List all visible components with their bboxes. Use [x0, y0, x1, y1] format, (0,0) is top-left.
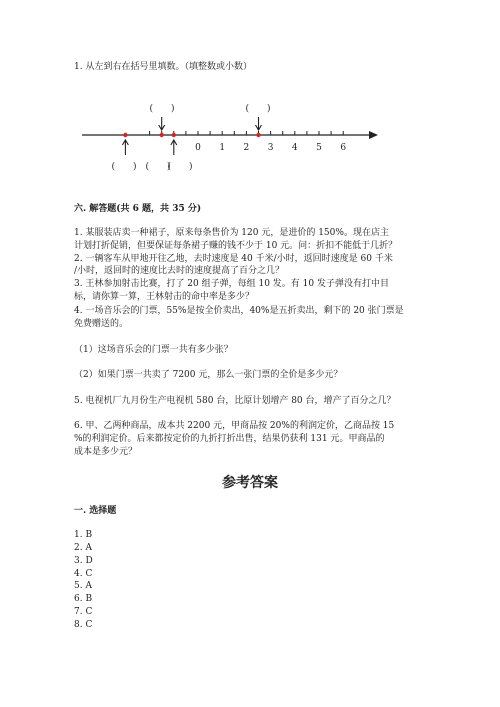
answer-item: 1. B	[74, 530, 93, 540]
tick-label: 6	[340, 143, 347, 153]
answer-blank: ( )	[145, 162, 171, 171]
question-5: 5. 电视机厂九月份生产电视机 580 台，比原计划增产 80 台，增产了百分之几？	[74, 396, 396, 406]
section-6-line: 计划打折促销，但要保证每条裙子赚的钱不少于 10 元。问：折扣不能低于几折？	[74, 241, 398, 251]
axis-arrowhead	[369, 131, 378, 139]
question-6-line: %的利润定价。后来都按定价的九折打折出售，结果仍获利 131 元。甲商品的	[74, 434, 385, 444]
answer-item: 2. A	[74, 543, 92, 553]
answer-item: 7. C	[74, 607, 93, 617]
tick-label: 2	[243, 143, 250, 153]
red-point-marker	[123, 133, 127, 137]
pointer-arrow	[171, 140, 177, 155]
pointer-arrow	[122, 140, 128, 155]
section-6-line: 2. 一辆客车从甲地开往乙地，去时速度是 40 千米/小时，返回时速度是 60 千米	[74, 254, 393, 264]
red-point-marker	[160, 133, 164, 137]
answer-blank: ( )	[149, 104, 175, 114]
pointer-arrow	[159, 117, 165, 130]
section-6-heading: 六. 解答题(共 6 题，共 35 分)	[74, 204, 202, 214]
answers-section-heading: 一. 选择题	[74, 506, 117, 516]
number-line-figure	[0, 101, 500, 171]
question-6-line: 6. 甲、乙两种商品，成本共 2200 元，甲商品按 20%的利润定价，乙商品按 15	[74, 421, 395, 431]
answers-title: 参考答案	[222, 475, 278, 491]
question-4-part-1: （1）这场音乐会的门票一共有多少张？	[74, 345, 233, 355]
section-6-line: 4. 一场音乐会的门票，55%是按全价卖出，40%是五折卖出，剩下的 20 张门票是	[74, 306, 404, 316]
tick-label: 5	[316, 143, 322, 153]
section-6-line: 1. 某服装店卖一种裙子，原来每条售价为 120 元，是进价的 150%。现在店主	[74, 228, 389, 238]
red-point-marker	[172, 133, 176, 137]
tick-label: 3	[267, 143, 274, 153]
question-4-part-2: （2）如果门票一共卖了 7200 元，那么一张门票的全价是多少元？	[74, 370, 343, 380]
answer-item: 3. D	[74, 556, 93, 566]
section-6-line: /小时，返回时的速度比去时的速度提高了百分之几？	[74, 266, 285, 276]
answer-blank: ( )	[111, 162, 137, 171]
answer-item: 6. B	[74, 594, 93, 604]
red-point-marker	[256, 133, 260, 137]
tick-label: 4	[291, 143, 298, 153]
answer-blank: ( )	[167, 162, 193, 171]
question-1-title: 1. 从左到右在括号里填数。（填整数或小数）	[74, 62, 252, 72]
section-6-line: 3. 王林参加射击比赛，打了 20 组子弹，每组 10 发。有 10 发子弹没有打中目	[74, 279, 389, 289]
question-6-line: 成本是多少元？	[74, 447, 138, 457]
answer-item: 8. C	[74, 620, 93, 630]
tick-label: 1	[219, 143, 226, 153]
pointer-arrow	[256, 117, 262, 130]
section-6-line: 免费赠送的。	[74, 319, 129, 329]
answer-item: 5. A	[74, 581, 92, 591]
answer-item: 4. C	[74, 569, 93, 579]
answer-blank: ( )	[245, 104, 271, 114]
section-6-line: 标，请你算一算，王林射击的命中率是多少？	[74, 292, 255, 302]
tick-label: 0	[195, 143, 201, 153]
